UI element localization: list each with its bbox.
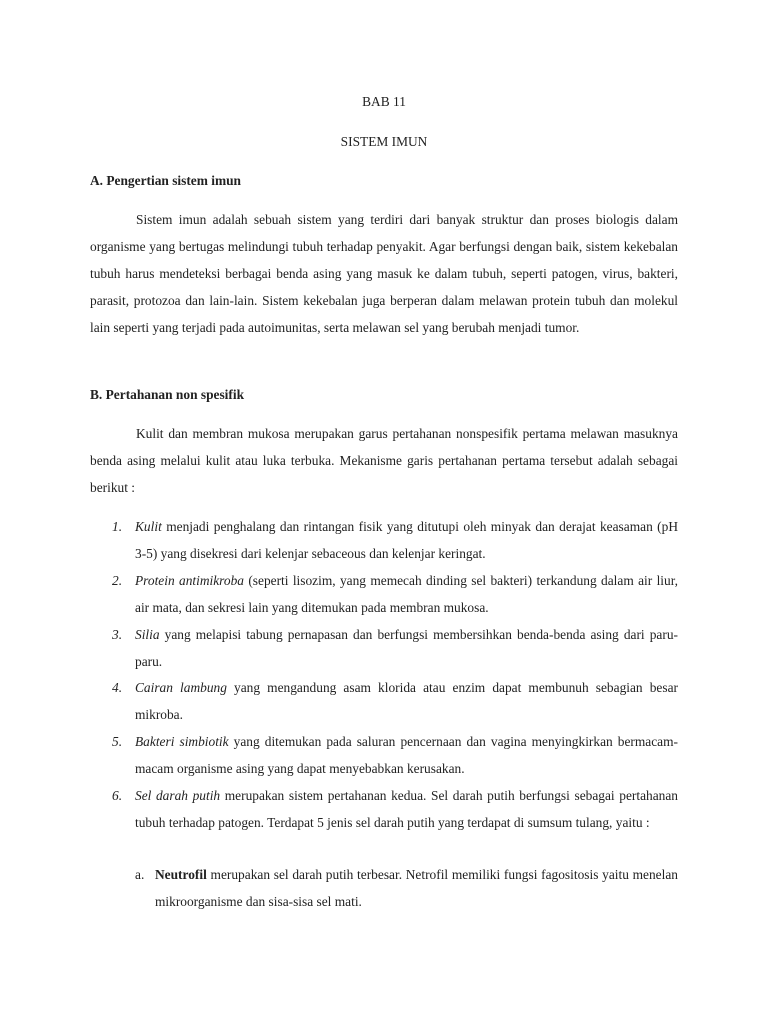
sublist-item-term: Neutrofil: [155, 867, 207, 882]
list-item-text: menjadi penghalang dan rintangan fisik yang ditutupi oleh minyak dan derajat keasaman (pH 3-5) yang disekresi dari kelenjar sebaceous dan kelenjar keringat.: [135, 519, 678, 561]
white-blood-cell-list: [135, 862, 678, 916]
list-item-number: 3.: [112, 626, 123, 642]
defense-list: [90, 514, 678, 837]
list-item-term: Cairan lambung: [135, 680, 227, 696]
list-item-number: 4.: [112, 680, 123, 696]
list-item-number: 1.: [112, 519, 123, 534]
list-item: [90, 783, 678, 837]
list-item-term: Protein antimikroba: [135, 572, 244, 588]
list-item-number: 6.: [112, 788, 123, 804]
list-item-text: yang ditemukan pada saluran pencernaan dan vagina menyingkirkan bermacam-macam organisme asing yang dapat menyebabkan kerusakan.: [135, 734, 679, 777]
list-item-term: Silia: [135, 626, 160, 642]
list-item-term: Kulit: [135, 519, 162, 534]
list-item-number: 2.: [112, 572, 123, 588]
list-item-text: yang melapisi tabung pernapasan dan berfungsi membersihkan benda-benda asing dari paru-paru.: [135, 626, 678, 669]
list-item-term: Bakteri simbiotik: [135, 734, 229, 750]
list-item-text: merupakan sistem pertahanan kedua. Sel darah putih berfungsi sebagai pertahanan tubuh terhadap patogen. Terdapat 5 jenis sel darah putih yang terdapat di sumsum tulang, yaitu :: [135, 788, 679, 830]
sublist-item-text: merupakan sel darah putih terbesar. Netrofil memiliki fungsi fagositosis yaitu menelan mikroorganisme dan sisa-sisa sel mati.: [155, 867, 678, 909]
section-b-heading: B. Pertahanan non spesifik: [90, 387, 245, 402]
section-b-paragraph: Kulit dan membran mukosa merupakan garus pertahanan nonspesifik pertama melawan masuknya benda asing melalui kulit atau luka terbuka. Mekanisme garis pertahanan pertama tersebut adalah sebagai berikut :: [90, 426, 678, 495]
list-item-text: (seperti lisozim, yang memecah dinding sel bakteri) terkandung dalam air liur, air mata, dan sekresi lain yang ditemukan pada membran mukosa.: [135, 572, 678, 615]
section-a-paragraph: Sistem imun adalah sebuah sistem yang terdiri dari banyak struktur dan proses biologis dalam organisme yang bertugas melindungi tubuh terhadap penyakit. Agar berfungsi dengan baik, sistem kekebalan tubuh harus mendeteksi berbagai benda asing yang masuk ke dalam tubuh, seperti patogen, virus, bakteri, parasit, protozoa dan lain-lain. Sistem kekebalan juga berperan dalam melawan protein tubuh dan molekul lain seperti yang terjadi pada autoimunitas, serta melawan sel yang berubah menjadi tumor.: [90, 212, 678, 335]
list-item: [90, 568, 678, 622]
list-item: [90, 622, 678, 676]
chapter-number: BAB 11: [362, 94, 406, 109]
sublist-item: [135, 862, 678, 916]
list-item: [90, 675, 678, 729]
list-item-text: yang mengandung asam klorida atau enzim dapat membunuh sebagian besar mikroba.: [135, 680, 678, 723]
sublist-item-letter: a.: [135, 867, 145, 882]
chapter-title: SISTEM IMUN: [340, 134, 428, 149]
list-item: [90, 514, 678, 568]
list-item: [90, 729, 678, 783]
section-a-heading: A. Pengertian sistem imun: [90, 173, 242, 188]
list-item-number: 5.: [112, 734, 123, 750]
list-item-term: Sel darah putih: [135, 788, 221, 804]
